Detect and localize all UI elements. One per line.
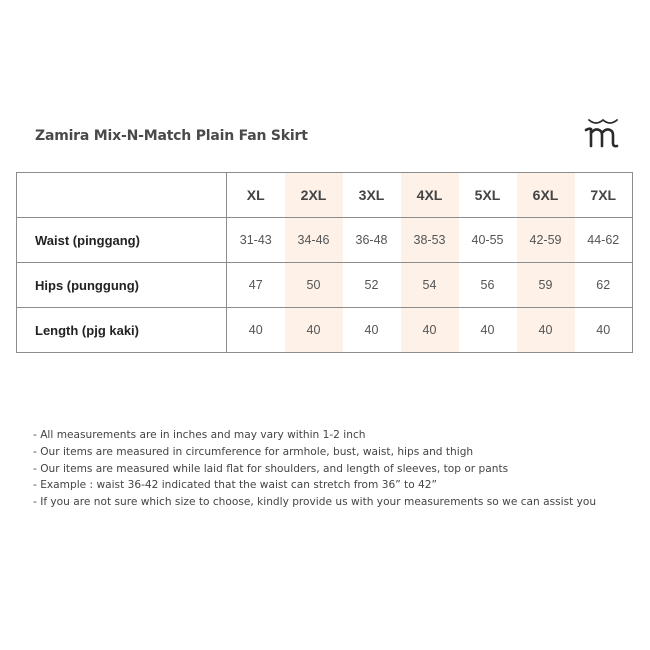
size-header-4xl: 4XL bbox=[401, 173, 459, 218]
note-line: - Example : waist 36-42 indicated that the waist can stretch from 36” to 42” bbox=[33, 479, 438, 492]
table-cell: 40 bbox=[401, 308, 459, 353]
table-row-waist bbox=[17, 218, 633, 263]
note-line: - All measurements are in inches and may vary within 1-2 inch bbox=[33, 429, 366, 441]
note-line: - Our items are measured in circumference for armhole, bust, waist, hips and thigh bbox=[33, 445, 474, 458]
table-row-length bbox=[17, 308, 633, 353]
table-cell: 36-48 bbox=[343, 218, 401, 263]
table-cell: 52 bbox=[343, 263, 401, 308]
table-cell: 62 bbox=[575, 263, 633, 308]
header-corner-cell bbox=[17, 173, 227, 218]
size-header-3xl: 3XL bbox=[343, 173, 401, 218]
note-line: - Our items are measured while laid flat for shoulders, and length of sleeves, top or pants bbox=[33, 462, 509, 475]
product-title: Zamira Mix-N-Match Plain Fan Skirt bbox=[35, 128, 308, 144]
table-cell: 38-53 bbox=[401, 218, 459, 263]
table-cell: 40 bbox=[285, 308, 343, 353]
size-header-5xl: 5XL bbox=[459, 173, 517, 218]
zamira-m-logo-icon bbox=[583, 116, 623, 150]
note-line: - If you are not sure which size to choose, kindly provide us with your measurements so we can assist you bbox=[33, 496, 597, 509]
table-cell: 34-46 bbox=[285, 218, 343, 263]
table-cell: 44-62 bbox=[575, 218, 633, 263]
row-label-length: Length (pjg kaki) bbox=[17, 308, 227, 353]
table-cell: 40 bbox=[575, 308, 633, 353]
measurement-notes bbox=[33, 427, 596, 511]
table-cell: 42-59 bbox=[517, 218, 575, 263]
size-header-7xl: 7XL bbox=[575, 173, 633, 218]
table-cell: 54 bbox=[401, 263, 459, 308]
table-row-hips bbox=[17, 263, 633, 308]
row-label-waist: Waist (pinggang) bbox=[17, 218, 227, 263]
table-cell: 40 bbox=[459, 308, 517, 353]
size-header-6xl: 6XL bbox=[517, 173, 575, 218]
row-label-hips: Hips (punggung) bbox=[17, 263, 227, 308]
size-header-2xl: 2XL bbox=[285, 173, 343, 218]
size-header-row bbox=[17, 173, 633, 218]
table-cell: 59 bbox=[517, 263, 575, 308]
table-cell: 47 bbox=[227, 263, 285, 308]
table-cell: 31-43 bbox=[227, 218, 285, 263]
table-cell: 40 bbox=[227, 308, 285, 353]
table-cell: 40-55 bbox=[459, 218, 517, 263]
table-cell: 56 bbox=[459, 263, 517, 308]
table-cell: 40 bbox=[517, 308, 575, 353]
size-chart-table bbox=[16, 172, 633, 353]
table-cell: 40 bbox=[343, 308, 401, 353]
table-cell: 50 bbox=[285, 263, 343, 308]
size-header-xl: XL bbox=[227, 173, 285, 218]
